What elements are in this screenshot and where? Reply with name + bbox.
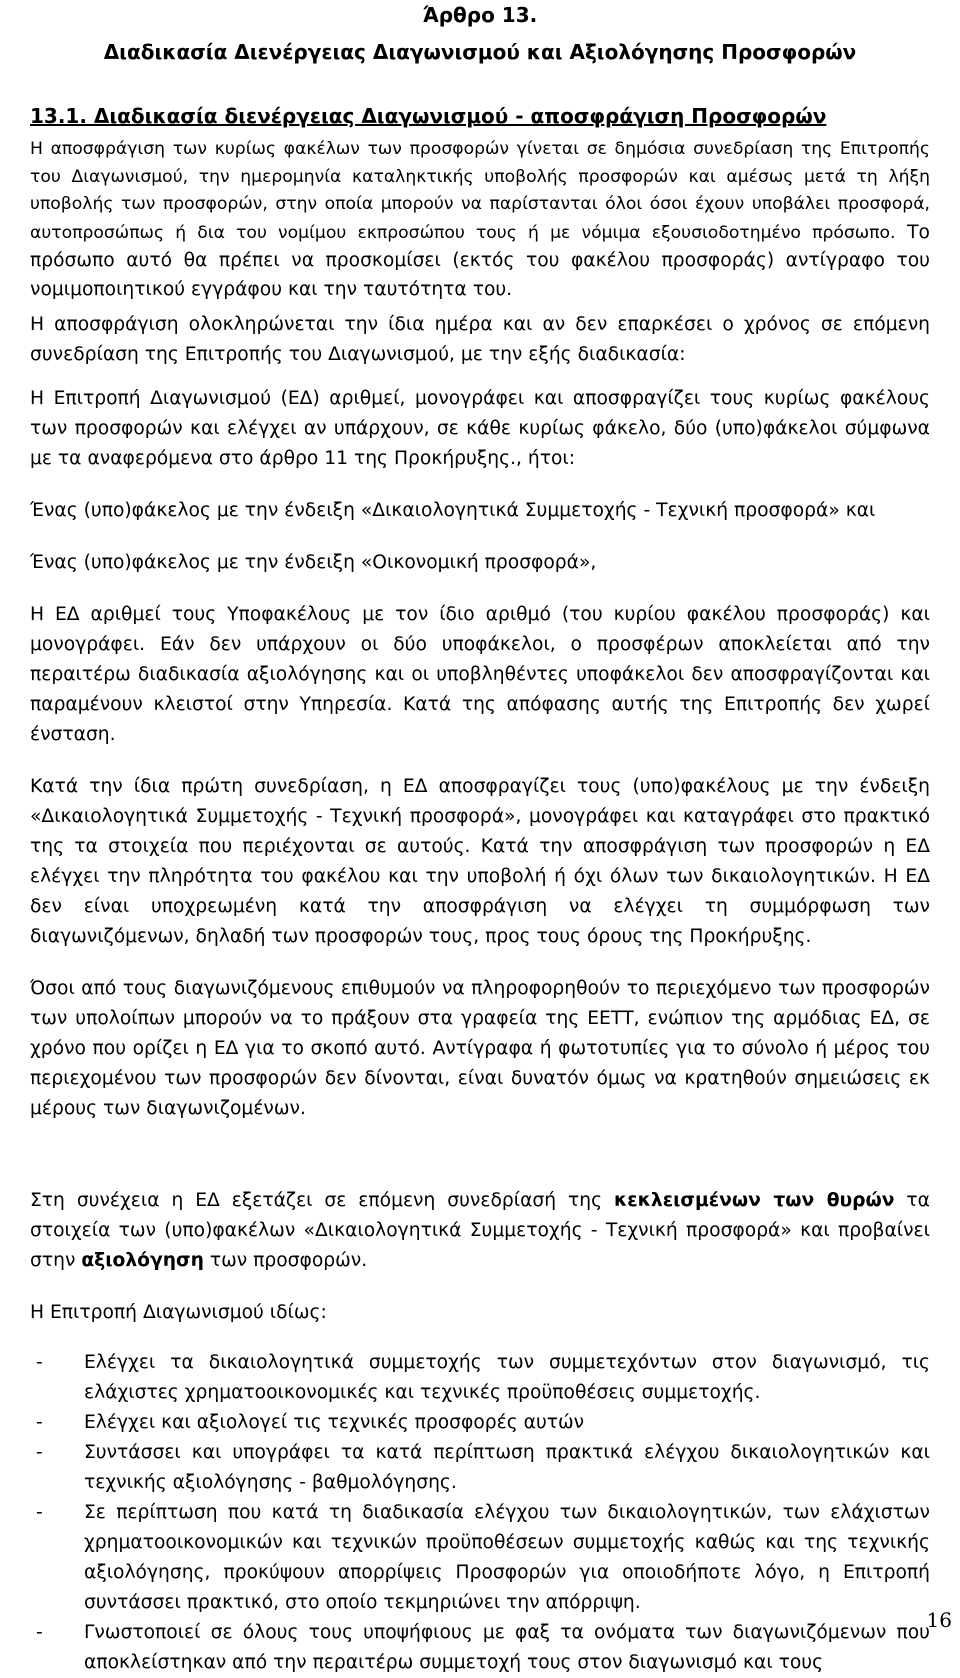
evaluation-text-1: Στη συνέχεια η ΕΔ εξετάζει σε επόμενη συνεδρίασή της [30, 1190, 614, 1211]
evaluation-bold-assessment: αξιολόγηση [81, 1250, 204, 1271]
list-item-text: Σε περίπτωση που κατά τη διαδικασία ελέγχου των δικαιολογητικών, των ελάχιστων χρηματοοικονομικών και τεχνικών προϋποθέσεων συμμετοχής καθώς και της τεχνικής αξιολόγησης, προκύψουν απορρίψεις Προσφορών για οποιοδήποτε λόγο, η Επιτροπή συντάσσει πρακτικό, στο οποίο τεκμηριώνει την απόρριψη. [84, 1502, 930, 1613]
evaluation-text-3: των προσφορών. [203, 1250, 368, 1271]
paragraph-evaluation [30, 1186, 930, 1276]
section-heading: 13.1. Διαδικασία διενέργειας Διαγωνισμού - αποσφράγιση Προσφορών [30, 104, 827, 128]
paragraph-first-session: Κατά την ίδια πρώτη συνεδρίαση, η ΕΔ αποσφραγίζει τους (υπο)φακέλους με την ένδειξη «Δικαιολογητικά Συμμετοχής - Τεχνική προσφορά», μονογράφει και καταγράφει στο πρακτικό της τα στοιχεία που περιέχονται σε αυτούς. Κατά την αποσφράγιση των προσφορών η ΕΔ ελέγχει την πληρότητα του φακέλου και την υποβολή ή όχι όλων των δικαιολογητικών. Η ΕΔ δεν είναι υποχρεωμένη κατά την αποσφράγιση να ελέγχει τη συμμόρφωση των διαγωνιζόμενων, δηλαδή των προσφορών τους, προς τους όρους της Προκήρυξης. [30, 776, 930, 947]
paragraph-opening-part1: Η αποσφράγιση των κυρίως φακέλων των προσφορών γίνεται σε δημόσια συνεδρίαση της Επιτροπής του Διαγωνισμού, την ημερομηνία καταληκτικής υποβολής προσφορών και αμέσως μετά τη λήξη υποβολής των προσφορών, στην οποία μπορούν να παρίστανται όλοι όσοι έχουν υποβάλει προσφορά, αυτοπροσώπως ή δια του νομίμου εκπροσώπου τους ή με νόμιμα εξουσιοδοτημένο πρόσωπο. [30, 139, 930, 243]
list-dash: - [36, 1412, 43, 1433]
paragraph-opening [30, 136, 930, 304]
page-number: 16 [926, 1608, 952, 1632]
paragraph-committee-duties: Η Επιτροπή Διαγωνισμού ιδίως: [30, 1302, 327, 1323]
list-item-text: Γνωστοποιεί σε όλους τους υποψήφιους με φαξ τα ονόματα των διαγωνιζόμενων που αποκλείστηκαν από την περαιτέρω συμμετοχή τους στον διαγωνισμό και τους [84, 1622, 930, 1673]
document-page [30, 0, 930, 1678]
article-subtitle: Διαδικασία Διενέργειας Διαγωνισμού και Αξιολόγησης Προσφορών [103, 40, 857, 64]
paragraph-envelope-technical: Ένας (υπο)φάκελος με την ένδειξη «Δικαιολογητικά Συμμετοχής - Τεχνική προσφορά» και [30, 500, 876, 521]
paragraph-opening-part2: Το πρόσωπο αυτό θα πρέπει να προσκομίσει (εκτός του φακέλου προσφοράς) αντίγραφο του νομιμοποιητικού εγγράφου και την ταυτότητα του. [30, 221, 930, 300]
paragraph-subenvelopes: Η ΕΔ αριθμεί τους Υποφακέλους με τον ίδιο αριθμό (του κυρίου φακέλου προσφοράς) και μονογράφει. Εάν δεν υπάρχουν οι δύο υποφάκελοι, ο προσφέρων αποκλείεται από την περαιτέρω διαδικασία αξιολόγησης και οι υποβληθέντες υποφάκελοι δεν αποσφραγίζονται και παραμένουν κλειστοί στην Υπηρεσία. Κατά της απόφασης αυτής της Επιτροπής δεν χωρεί ένσταση. [30, 604, 930, 745]
list-item-text: Ελέγχει και αξιολογεί τις τεχνικές προσφορές αυτών [84, 1412, 585, 1433]
list-dash: - [36, 1442, 43, 1463]
list-dash: - [36, 1352, 43, 1373]
article-title: Άρθρο 13. [422, 3, 538, 27]
list-dash: - [36, 1502, 43, 1523]
list-item-text: Συντάσσει και υπογράφει τα κατά περίπτωση πρακτικά ελέγχου δικαιολογητικών και τεχνικής αξιολόγησης - βαθμολόγησης. [84, 1442, 930, 1493]
list-item [30, 1348, 930, 1408]
paragraph-completion: Η αποσφράγιση ολοκληρώνεται την ίδια ημέρα και αν δεν επαρκέσει ο χρόνος σε επόμενη συνεδρίαση της Επιτροπής του Διαγωνισμού, με την εξής διαδικασία: [30, 314, 930, 365]
evaluation-text-2: τα στοιχεία των (υπο)φακέλων «Δικαιολογητικά Συμμετοχής - Τεχνική προσφορά» και προβαίνει στην [30, 1190, 930, 1271]
duties-list [30, 1348, 930, 1678]
evaluation-bold-closed-doors: κεκλεισμένων των θυρών [613, 1190, 895, 1211]
list-dash: - [36, 1622, 43, 1643]
paragraph-committee-numbering: Η Επιτροπή Διαγωνισμού (ΕΔ) αριθμεί, μονογράφει και αποσφραγίζει τους κυρίως φακέλους των προσφορών και ελέγχει αν υπάρχουν, σε κάθε κυρίως φάκελο, δύο (υπο)φάκελοι σύμφωνα με τα αναφερόμενα στο άρθρο 11 της Προκήρυξης., ήτοι: [30, 388, 930, 469]
paragraph-information: Όσοι από τους διαγωνιζόμενους επιθυμούν να πληροφορηθούν το περιεχόμενο των προσφορών των υπολοίπων μπορούν να το πράξουν στα γραφεία της ΕΕΤΤ, ενώπιον της αρμόδιας ΕΔ, σε χρόνο που ορίζει η ΕΔ για το σκοπό αυτό. Αντίγραφα ή φωτοτυπίες για το σύνολο ή μέρος του περιεχομένου των προσφορών δεν δίνονται, είναι δυνατόν όμως να κρατηθούν σημειώσεις εκ μέρους των διαγωνιζομένων. [30, 978, 930, 1119]
list-item [30, 1618, 930, 1678]
list-item-text: Ελέγχει τα δικαιολογητικά συμμετοχής των συμμετεχόντων στον διαγωνισμό, τις ελάχιστες χρηματοοικονομικές και τεχνικές προϋποθέσεις συμμετοχής. [84, 1352, 930, 1403]
list-item [30, 1408, 930, 1438]
list-item [30, 1498, 930, 1618]
paragraph-envelope-financial: Ένας (υπο)φάκελος με την ένδειξη «Οικονομική προσφορά», [30, 552, 597, 573]
list-item [30, 1438, 930, 1498]
